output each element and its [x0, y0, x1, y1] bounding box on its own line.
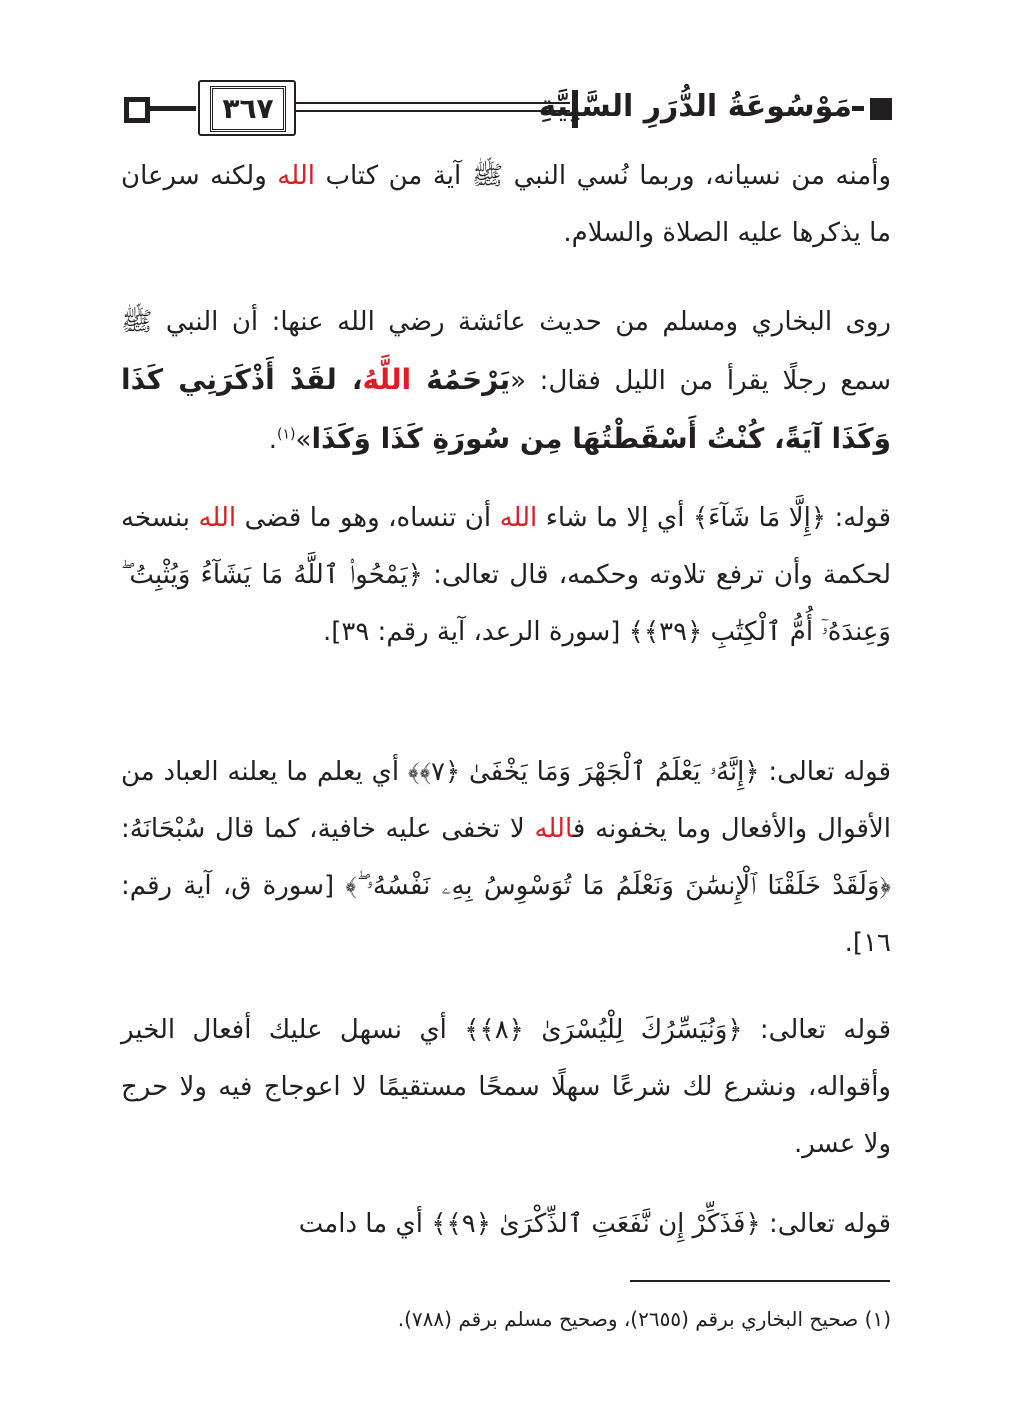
- text-run: لا تخفى عليه خافية، كما قال سُبْحَانَهُ: ﴿وَلَقَدْ خَلَقْنَا ٱلْإِنسَٰنَ وَنَعْلَمُ مَا تُوَسْوِسُ بِهِۦ نَفْسُهُۥ ۖ﴾ [سورة ق، آية رقم: ١٦].: [121, 814, 891, 958]
- paragraph-2: [121, 294, 891, 469]
- text-run: قوله تعالى: ﴿وَنُيَسِّرُكَ لِلْيُسْرَىٰ ﴿٨﴾﴾ أي نسهل عليك أفعال الخير وأقواله، ونشرع لك شرعًا سهلًا سمحًا مستقيمًا لا اعوجاج فيه ولا حرج ولا عسر.: [121, 1015, 891, 1159]
- page-number: ٣٦٧: [210, 86, 286, 132]
- header-square-right: [870, 98, 892, 120]
- text-run: بنسخه لحكمة وأن ترفع تلاوته وحكمه، قال تعالى: ﴿يَمْحُوا۟ ٱللَّهُ مَا يَشَآءُ وَيُثْبِتُ ۖ وَعِندَهُۥٓ أُمُّ ٱلْكِتَٰبِ ﴿٣٩﴾﴾ [سورة الرعد، آية رقم: ٣٩].: [121, 503, 891, 647]
- paragraph-4: [121, 744, 891, 972]
- paragraph-5: [121, 1002, 891, 1173]
- series-title: مَوْسُوعَةُ الدُّرَرِ السَّنِيَّةِ: [538, 89, 852, 124]
- hadith-text: ، لقَدْ أَذْكَرَنِي كَذَا وَكَذَا آيَةً، كُنْتُ أَسْقَطْتُهَا مِن سُورَةِ كَذَا وَكَذَا: [121, 363, 891, 455]
- text-run: وأمنه من نسيانه، وربما نُسي النبي ﷺ آية من كتاب: [314, 161, 891, 191]
- text-run: قوله تعالى: ﴿فَذَكِّرْ إِن نَّفَعَتِ ٱلذِّكْرَىٰ ﴿٩﴾﴾ أي ما دامت: [298, 1209, 891, 1239]
- highlighted-word: الله: [198, 503, 237, 533]
- text-run: .: [268, 425, 278, 455]
- text-run: قوله تعالى: ﴿إِنَّهُۥ يَعْلَمُ ٱلْجَهْرَ وَمَا يَخْفَىٰ ﴿٧﴾﴾ أي يعلم ما يعلنه العباد من الأقوال والأفعال وما يخفونه ف: [121, 757, 891, 844]
- paragraph-6: [121, 1196, 891, 1253]
- paragraph-3: [121, 490, 891, 661]
- header-rule-middle-bottom: [294, 110, 570, 112]
- footnote: (١) صحيح البخاري برقم (٢٦٥٥)، وصحيح مسلم برقم (٧٨٨).: [397, 1307, 891, 1331]
- text-run: قوله: ﴿إِلَّا مَا شَآءَ﴾ أي إلا ما شاء: [537, 503, 892, 533]
- highlighted-word: الله: [277, 161, 315, 191]
- header-rule-right: [852, 106, 864, 111]
- highlighted-word: اللَّهُ: [362, 363, 412, 396]
- text-run: ولكنه سرعان ما يذكرها عليه الصلاة والسلام.: [121, 161, 891, 248]
- text-run: روى البخاري ومسلم من حديث عائشة رضي الله عنها: أن النبي ﷺ سمع رجلًا يقرأ من الليل فقال: «: [121, 307, 891, 396]
- header-square-left: [124, 97, 150, 123]
- page-header: [122, 86, 892, 136]
- header-rule-left: [150, 106, 196, 111]
- header-rule-middle-top: [294, 102, 570, 104]
- text-run: أن تنساه، وهو ما قضى: [236, 503, 500, 533]
- highlighted-word: الله: [499, 503, 538, 533]
- footnote-marker[interactable]: (١): [277, 426, 296, 443]
- highlighted-word: الله: [534, 814, 573, 844]
- text-run: »: [295, 425, 312, 455]
- hadith-text: يَرْحَمُهُ: [411, 363, 511, 396]
- paragraph-1: [121, 148, 891, 262]
- footnote-divider: [630, 1280, 890, 1282]
